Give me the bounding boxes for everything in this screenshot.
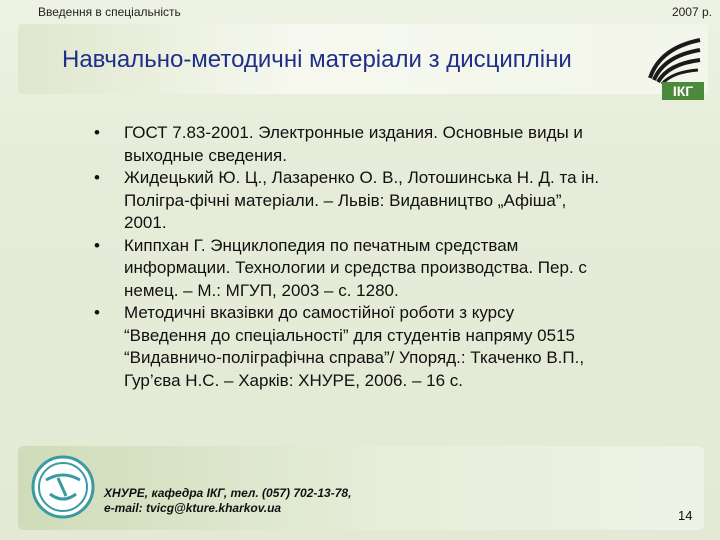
- bullet-line: информации. Технологии и средства производства. Пер. с: [124, 258, 587, 277]
- bullet-line: 2001.: [124, 213, 167, 232]
- list-item: [92, 167, 692, 235]
- bullet-icon: •: [94, 123, 100, 142]
- header-year: 2007 р.: [671, 5, 712, 19]
- bullet-line: Жидецький Ю. Ц., Лазаренко О. В., Лотошинська Н. Д. та ін.: [124, 168, 600, 187]
- slide-title: Навчально-методичні матеріали з дисципліни: [62, 46, 572, 73]
- list-item: [92, 302, 692, 392]
- list-item: [92, 235, 692, 303]
- bullet-line: немец. – М.: МГУП, 2003 – с. 1280.: [124, 280, 399, 300]
- bullet-line: Полігра-фічні матеріали. – Львів: Видавництво „Афіша”,: [124, 190, 567, 210]
- university-logo-icon: [28, 452, 98, 522]
- bullet-list: [92, 122, 692, 392]
- header-course: Введення в спеціальність: [38, 5, 181, 19]
- list-item: [92, 122, 692, 167]
- bullet-icon: •: [94, 235, 100, 255]
- bullet-icon: •: [94, 303, 100, 322]
- footer-contacts: ХНУРЕ, кафедра ІКГ, тел. (057) 702-13-78,: [104, 486, 352, 500]
- footer-email: e-mail: tvicg@kture.kharkov.ua: [104, 501, 282, 515]
- bullet-line: “Видавничо-поліграфічна справа”/ Упоряд.: Ткаченко В.П.,: [124, 348, 585, 367]
- bullet-line: Киппхан Г. Энциклопедия по печатным средствам: [124, 235, 519, 255]
- bullet-line: выходные сведения.: [124, 145, 287, 165]
- ikg-logo-icon: [620, 26, 710, 106]
- bullet-line: “Введення до спеціальності” для студентів напряму 0515: [124, 325, 575, 345]
- bullet-line: ГОСТ 7.83-2001. Электронные издания. Основные виды и: [124, 123, 583, 142]
- bullet-line: Гур’єва Н.С. – Харків: ХНУРЕ, 2006. – 16 с.: [124, 370, 463, 390]
- bullet-icon: •: [94, 168, 100, 187]
- page-number: 14: [678, 508, 693, 523]
- bullet-line: Методичні вказівки до самостійної роботи з курсу: [124, 303, 515, 322]
- logo-text: ІКГ: [672, 83, 694, 99]
